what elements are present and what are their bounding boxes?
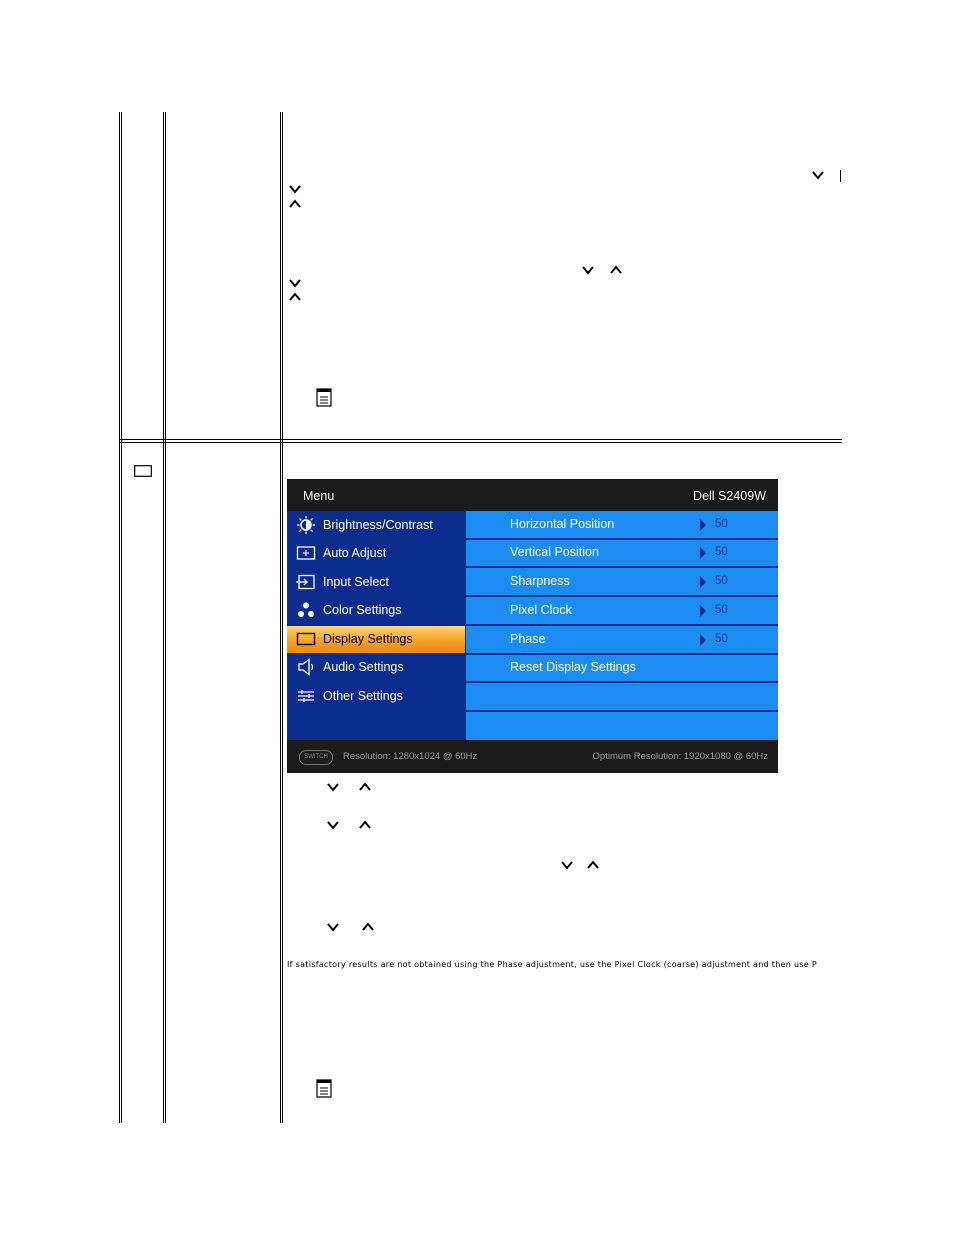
chevron-up-icon (609, 265, 623, 275)
osd-option-reset-display-settings[interactable] (466, 654, 778, 683)
chevron-down-icon (811, 170, 825, 180)
table-border-col2-b (165, 112, 166, 1123)
auto-adjust-icon (296, 544, 316, 562)
table-border-col2-a (163, 112, 164, 1123)
osd-option-value: 50 (715, 633, 728, 645)
osd-category-label: Color Settings (323, 603, 402, 617)
osd-option-phase[interactable] (466, 626, 778, 655)
chevron-down-icon (288, 278, 302, 288)
osd-footer (287, 740, 778, 773)
osd-option-empty (466, 711, 778, 738)
triangle-right-icon (700, 519, 706, 531)
truncated-bar (840, 170, 841, 182)
osd-option-horizontal-position[interactable] (466, 511, 778, 540)
osd-category-auto-adjust[interactable] (287, 540, 465, 567)
display-settings-icon (296, 630, 316, 648)
brightness-icon (296, 516, 316, 534)
osd-option-label: Reset Display Settings (510, 660, 636, 674)
osd-category-audio-settings[interactable] (287, 654, 465, 681)
osd-category-list (287, 511, 465, 740)
triangle-right-icon (700, 547, 706, 559)
table-row-divider-b (119, 442, 842, 443)
menu-button-icon (316, 1079, 332, 1099)
osd-category-label: Brightness/Contrast (323, 518, 433, 532)
osd-category-input-select[interactable] (287, 569, 465, 596)
osd-option-pixel-clock[interactable] (466, 597, 778, 626)
table-border-left-inner (121, 112, 122, 1123)
osd-optimum-resolution: Optimum Resolution: 1920x1080 @ 60Hz (592, 751, 768, 762)
osd-option-sharpness[interactable] (466, 568, 778, 597)
chevron-down-icon (288, 184, 302, 194)
osd-option-label: Phase (510, 632, 546, 646)
osd-title: Menu (303, 489, 335, 503)
chevron-up-icon (288, 199, 302, 209)
osd-option-list (466, 511, 778, 740)
display-settings-icon (134, 462, 152, 474)
osd-category-label: Display Settings (323, 632, 413, 646)
osd-option-label: Pixel Clock (510, 603, 572, 617)
chevron-down-icon (560, 860, 574, 870)
input-select-icon (296, 573, 316, 591)
triangle-right-icon (700, 605, 706, 617)
chevron-down-icon (326, 782, 340, 792)
osd-option-label: Vertical Position (510, 545, 599, 559)
osd-category-label: Input Select (323, 575, 390, 589)
chevron-up-icon (358, 782, 372, 792)
menu-button-icon (316, 388, 332, 408)
osd-option-label: Horizontal Position (510, 517, 615, 531)
osd-option-value: 50 (715, 546, 728, 558)
osd-logo: SWITCH (299, 750, 333, 765)
osd-option-vertical-position[interactable] (466, 539, 778, 568)
osd-category-brightness-contrast[interactable] (287, 512, 465, 539)
osd-category-color-settings[interactable] (287, 597, 465, 624)
audio-settings-icon (296, 658, 316, 676)
color-settings-icon (296, 601, 316, 619)
other-settings-icon (296, 687, 316, 705)
triangle-right-icon (700, 634, 706, 646)
phase-note-text: If satisfactory results are not obtained using the Phase adjustment, use the Pixel Clock (coarse) adjustment and then use P (287, 960, 818, 969)
osd-model-name: Dell S2409W (693, 489, 766, 503)
chevron-up-icon (288, 292, 302, 302)
osd-category-label: Other Settings (323, 689, 403, 703)
osd-option-label: Sharpness (510, 574, 570, 588)
osd-category-other-settings[interactable] (287, 683, 465, 710)
osd-current-resolution: Resolution: 1280x1024 @ 60Hz (343, 751, 478, 762)
osd-category-label: Audio Settings (323, 660, 404, 674)
table-border-col3-b (282, 112, 283, 1123)
osd-category-display-settings[interactable] (287, 626, 465, 653)
osd-category-label: Auto Adjust (323, 546, 387, 560)
osd-option-empty (466, 683, 778, 712)
table-border-left-outer (119, 112, 120, 1123)
table-border-col3-a (280, 112, 281, 1123)
osd-header (287, 479, 778, 511)
triangle-right-icon (700, 576, 706, 588)
osd-option-value: 50 (715, 518, 728, 530)
chevron-down-icon (326, 820, 340, 830)
chevron-down-icon (326, 922, 340, 932)
chevron-up-icon (358, 820, 372, 830)
chevron-down-icon (581, 265, 595, 275)
osd-option-value: 50 (715, 575, 728, 587)
chevron-up-icon (361, 922, 375, 932)
table-row-divider-a (119, 439, 842, 440)
chevron-up-icon (586, 860, 600, 870)
osd-option-value: 50 (715, 604, 728, 616)
osd-menu-screenshot (287, 479, 778, 773)
